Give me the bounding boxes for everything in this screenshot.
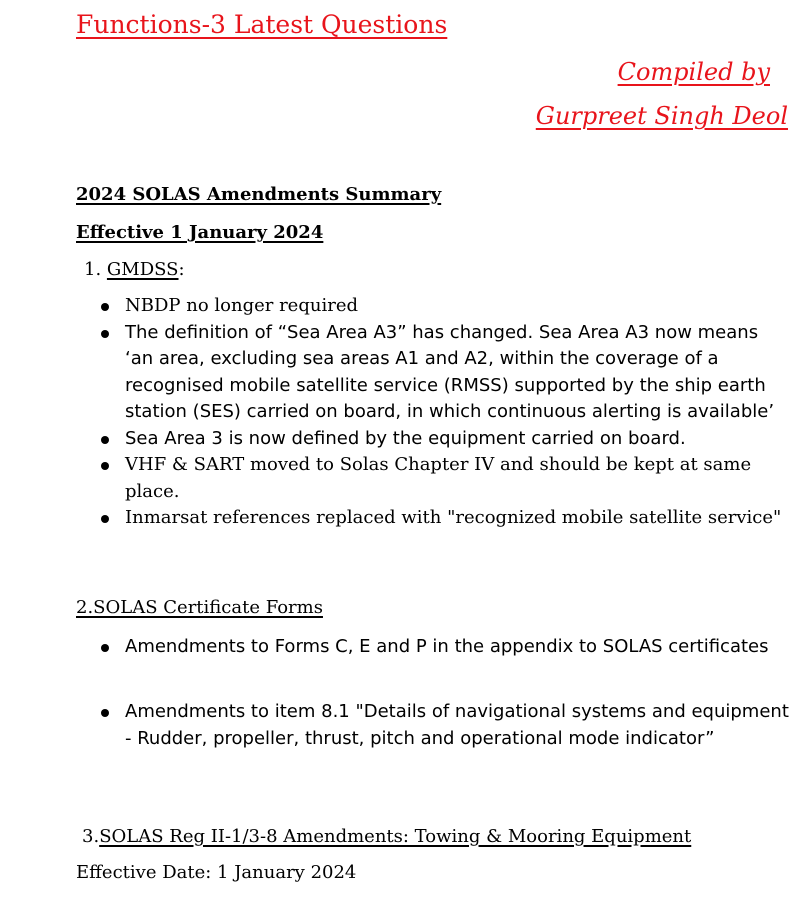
forms-bullet-list-2 — [100, 699, 790, 752]
section-title: SOLAS Reg II-1/3-8 Amendments: Towing & Mooring Equipment — [99, 826, 692, 847]
section-towing-heading — [82, 826, 691, 847]
list-item: Amendments to item 8.1 "Details of navigational systems and equipment - Rudder, propeller, thrust, pitch and operational mode indicator” — [100, 699, 790, 752]
gmdss-bullet-list — [100, 293, 790, 532]
section-suffix: : — [178, 259, 185, 280]
forms-bullet-list — [100, 634, 790, 661]
summary-effective-date: Effective 1 January 2024 — [76, 222, 324, 243]
towing-effective-date: Effective Date: 1 January 2024 — [76, 862, 357, 883]
list-item: Sea Area 3 is now defined by the equipment carried on board. — [100, 426, 790, 453]
list-item: Inmarsat references replaced with "recognized mobile satellite service" — [100, 505, 790, 532]
list-item: NBDP no longer required — [100, 293, 790, 320]
section-title: 2.SOLAS Certificate Forms — [76, 597, 323, 618]
author-name: Gurpreet Singh Deol — [535, 102, 788, 130]
list-item: VHF & SART moved to Solas Chapter IV and should be kept at same place. — [100, 452, 790, 505]
section-forms-heading — [76, 597, 323, 618]
summary-heading: 2024 SOLAS Amendments Summary — [76, 184, 442, 205]
section-gmdss-heading — [84, 259, 185, 280]
section-title: GMDSS — [106, 259, 179, 280]
list-item: The definition of “Sea Area A3” has changed. Sea Area A3 now means ‘an area, excluding sea areas A1 and A2, within the coverage of a recognised mobile satellite service (RMSS) supported by the ship earth station (SES) carried on board, in which continuous alerting is available’ — [100, 320, 790, 426]
section-number: 3. — [82, 826, 100, 847]
list-item: Amendments to Forms C, E and P in the appendix to SOLAS certificates — [100, 634, 790, 661]
document-title: Functions-3 Latest Questions — [76, 10, 448, 39]
section-number: 1. — [84, 259, 102, 280]
compiled-by-label: Compiled by — [617, 58, 770, 86]
